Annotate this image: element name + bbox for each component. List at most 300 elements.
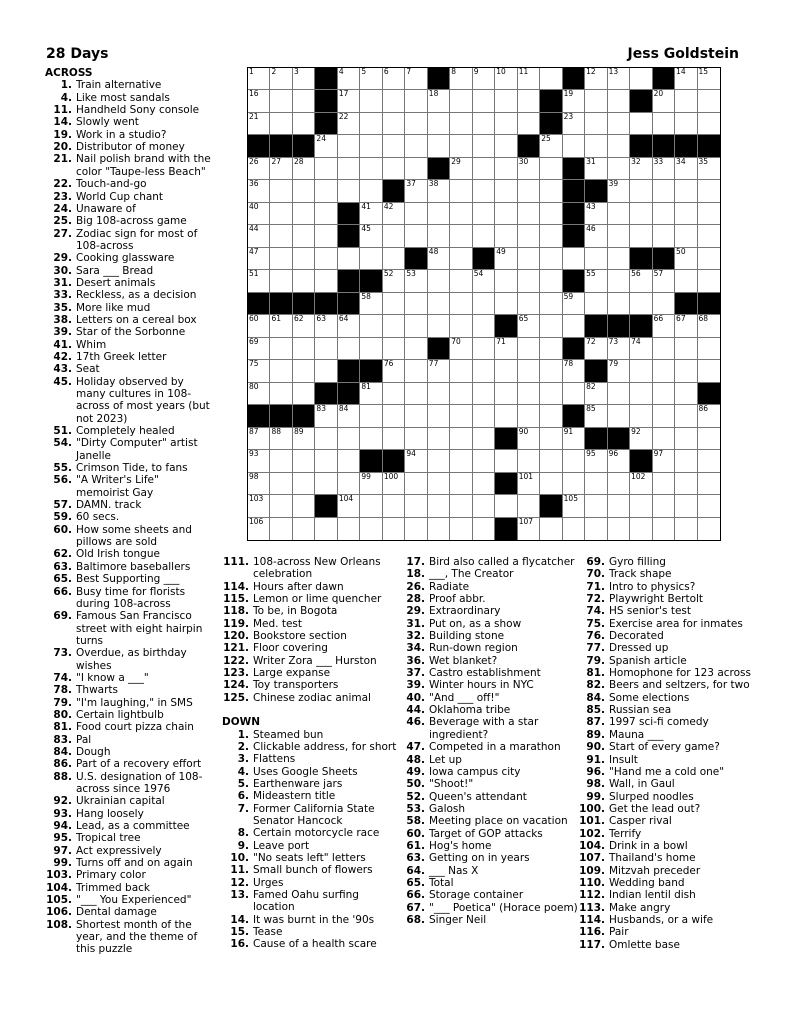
grid-cell[interactable] xyxy=(293,428,315,450)
grid-cell[interactable] xyxy=(270,315,292,337)
grid-cell[interactable] xyxy=(675,428,697,450)
grid-cell[interactable] xyxy=(518,428,540,450)
grid-cell[interactable] xyxy=(315,450,337,472)
grid-cell[interactable] xyxy=(585,158,607,180)
grid-cell[interactable] xyxy=(495,158,517,180)
grid-cell[interactable] xyxy=(630,293,652,315)
grid-cell[interactable] xyxy=(360,518,382,540)
grid-cell[interactable] xyxy=(540,135,562,157)
grid-cell[interactable] xyxy=(563,90,585,112)
grid-cell[interactable] xyxy=(360,135,382,157)
grid-cell[interactable] xyxy=(653,405,675,427)
grid-cell[interactable] xyxy=(518,90,540,112)
grid-cell[interactable] xyxy=(608,180,630,202)
grid-cell[interactable] xyxy=(338,518,360,540)
grid-cell[interactable] xyxy=(518,293,540,315)
grid-cell[interactable] xyxy=(563,135,585,157)
grid-cell[interactable] xyxy=(540,450,562,472)
grid-cell[interactable] xyxy=(473,360,495,382)
grid-cell[interactable] xyxy=(540,270,562,292)
grid-cell[interactable] xyxy=(360,203,382,225)
grid-cell[interactable] xyxy=(630,203,652,225)
grid-cell[interactable] xyxy=(293,158,315,180)
grid-cell[interactable] xyxy=(338,248,360,270)
grid-cell[interactable] xyxy=(383,248,405,270)
grid-cell[interactable] xyxy=(405,518,427,540)
grid-cell[interactable] xyxy=(653,518,675,540)
grid-cell[interactable] xyxy=(630,338,652,360)
grid-cell[interactable] xyxy=(563,293,585,315)
grid-cell[interactable] xyxy=(473,270,495,292)
grid-cell[interactable] xyxy=(675,338,697,360)
grid-cell[interactable] xyxy=(338,90,360,112)
grid-cell[interactable] xyxy=(608,405,630,427)
grid-cell[interactable] xyxy=(653,338,675,360)
grid-cell[interactable] xyxy=(270,90,292,112)
grid-cell[interactable] xyxy=(428,518,450,540)
grid-cell[interactable] xyxy=(248,248,270,270)
grid-cell[interactable] xyxy=(450,473,472,495)
grid-cell[interactable] xyxy=(540,315,562,337)
grid-cell[interactable] xyxy=(293,495,315,517)
grid-cell[interactable] xyxy=(338,428,360,450)
grid-cell[interactable] xyxy=(608,203,630,225)
grid-cell[interactable] xyxy=(540,338,562,360)
grid-cell[interactable] xyxy=(563,360,585,382)
grid-cell[interactable] xyxy=(360,383,382,405)
grid-cell[interactable] xyxy=(248,158,270,180)
grid-cell[interactable] xyxy=(450,518,472,540)
grid-cell[interactable] xyxy=(585,293,607,315)
grid-cell[interactable] xyxy=(630,405,652,427)
grid-cell[interactable] xyxy=(383,315,405,337)
grid-cell[interactable] xyxy=(653,360,675,382)
grid-cell[interactable] xyxy=(608,248,630,270)
grid-cell[interactable] xyxy=(473,383,495,405)
grid-cell[interactable] xyxy=(270,450,292,472)
grid-cell[interactable] xyxy=(338,495,360,517)
grid-cell[interactable] xyxy=(270,180,292,202)
grid-cell[interactable] xyxy=(518,518,540,540)
grid-cell[interactable] xyxy=(630,68,652,90)
grid-cell[interactable] xyxy=(630,113,652,135)
grid-cell[interactable] xyxy=(248,338,270,360)
grid-cell[interactable] xyxy=(293,203,315,225)
grid-cell[interactable] xyxy=(248,180,270,202)
grid-cell[interactable] xyxy=(630,360,652,382)
grid-cell[interactable] xyxy=(473,113,495,135)
grid-cell[interactable] xyxy=(315,405,337,427)
grid-cell[interactable] xyxy=(608,495,630,517)
grid-cell[interactable] xyxy=(653,225,675,247)
grid-cell[interactable] xyxy=(540,248,562,270)
grid-cell[interactable] xyxy=(450,180,472,202)
grid-cell[interactable] xyxy=(338,338,360,360)
grid-cell[interactable] xyxy=(315,270,337,292)
grid-cell[interactable] xyxy=(383,68,405,90)
grid-cell[interactable] xyxy=(540,405,562,427)
grid-cell[interactable] xyxy=(383,158,405,180)
grid-cell[interactable] xyxy=(495,383,517,405)
grid-cell[interactable] xyxy=(428,248,450,270)
grid-cell[interactable] xyxy=(518,225,540,247)
grid-cell[interactable] xyxy=(675,203,697,225)
grid-cell[interactable] xyxy=(675,360,697,382)
grid-cell[interactable] xyxy=(338,405,360,427)
grid-cell[interactable] xyxy=(270,338,292,360)
grid-cell[interactable] xyxy=(518,495,540,517)
grid-cell[interactable] xyxy=(383,360,405,382)
grid-cell[interactable] xyxy=(248,270,270,292)
grid-cell[interactable] xyxy=(428,473,450,495)
grid-cell[interactable] xyxy=(428,315,450,337)
grid-cell[interactable] xyxy=(518,68,540,90)
grid-cell[interactable] xyxy=(630,473,652,495)
grid-cell[interactable] xyxy=(518,450,540,472)
grid-cell[interactable] xyxy=(428,90,450,112)
grid-cell[interactable] xyxy=(698,270,720,292)
grid-cell[interactable] xyxy=(248,113,270,135)
grid-cell[interactable] xyxy=(450,203,472,225)
grid-cell[interactable] xyxy=(428,428,450,450)
grid-cell[interactable] xyxy=(675,450,697,472)
grid-cell[interactable] xyxy=(405,135,427,157)
grid-cell[interactable] xyxy=(315,338,337,360)
grid-cell[interactable] xyxy=(450,495,472,517)
grid-cell[interactable] xyxy=(630,158,652,180)
grid-cell[interactable] xyxy=(675,225,697,247)
grid-cell[interactable] xyxy=(315,518,337,540)
grid-cell[interactable] xyxy=(405,113,427,135)
grid-cell[interactable] xyxy=(608,293,630,315)
grid-cell[interactable] xyxy=(248,383,270,405)
grid-cell[interactable] xyxy=(248,203,270,225)
grid-cell[interactable] xyxy=(495,495,517,517)
grid-cell[interactable] xyxy=(338,68,360,90)
grid-cell[interactable] xyxy=(518,473,540,495)
grid-cell[interactable] xyxy=(698,405,720,427)
grid-cell[interactable] xyxy=(608,68,630,90)
grid-cell[interactable] xyxy=(315,225,337,247)
grid-cell[interactable] xyxy=(473,315,495,337)
grid-cell[interactable] xyxy=(450,158,472,180)
grid-cell[interactable] xyxy=(608,383,630,405)
grid-cell[interactable] xyxy=(428,113,450,135)
grid-cell[interactable] xyxy=(315,315,337,337)
grid-cell[interactable] xyxy=(450,113,472,135)
grid-cell[interactable] xyxy=(608,113,630,135)
grid-cell[interactable] xyxy=(675,405,697,427)
grid-cell[interactable] xyxy=(450,270,472,292)
grid-cell[interactable] xyxy=(630,383,652,405)
grid-cell[interactable] xyxy=(563,450,585,472)
grid-cell[interactable] xyxy=(405,225,427,247)
grid-cell[interactable] xyxy=(585,135,607,157)
grid-cell[interactable] xyxy=(248,90,270,112)
grid-cell[interactable] xyxy=(428,203,450,225)
grid-cell[interactable] xyxy=(630,270,652,292)
grid-cell[interactable] xyxy=(450,135,472,157)
grid-cell[interactable] xyxy=(473,158,495,180)
grid-cell[interactable] xyxy=(653,383,675,405)
grid-cell[interactable] xyxy=(248,473,270,495)
grid-cell[interactable] xyxy=(495,90,517,112)
grid-cell[interactable] xyxy=(698,450,720,472)
grid-cell[interactable] xyxy=(338,113,360,135)
grid-cell[interactable] xyxy=(495,405,517,427)
grid-cell[interactable] xyxy=(270,203,292,225)
grid-cell[interactable] xyxy=(248,428,270,450)
grid-cell[interactable] xyxy=(473,338,495,360)
grid-cell[interactable] xyxy=(383,270,405,292)
grid-cell[interactable] xyxy=(653,270,675,292)
grid-cell[interactable] xyxy=(293,180,315,202)
grid-cell[interactable] xyxy=(360,293,382,315)
grid-cell[interactable] xyxy=(495,135,517,157)
grid-cell[interactable] xyxy=(540,428,562,450)
grid-cell[interactable] xyxy=(360,315,382,337)
grid-cell[interactable] xyxy=(405,338,427,360)
grid-cell[interactable] xyxy=(698,180,720,202)
grid-cell[interactable] xyxy=(563,518,585,540)
grid-cell[interactable] xyxy=(518,113,540,135)
grid-cell[interactable] xyxy=(540,473,562,495)
grid-cell[interactable] xyxy=(698,518,720,540)
grid-cell[interactable] xyxy=(248,68,270,90)
grid-cell[interactable] xyxy=(428,225,450,247)
grid-cell[interactable] xyxy=(315,360,337,382)
grid-cell[interactable] xyxy=(585,473,607,495)
grid-cell[interactable] xyxy=(405,405,427,427)
grid-cell[interactable] xyxy=(405,68,427,90)
grid-cell[interactable] xyxy=(653,473,675,495)
grid-cell[interactable] xyxy=(563,315,585,337)
grid-cell[interactable] xyxy=(495,360,517,382)
grid-cell[interactable] xyxy=(383,405,405,427)
grid-cell[interactable] xyxy=(585,68,607,90)
grid-cell[interactable] xyxy=(518,338,540,360)
grid-cell[interactable] xyxy=(675,113,697,135)
grid-cell[interactable] xyxy=(495,225,517,247)
grid-cell[interactable] xyxy=(495,203,517,225)
grid-cell[interactable] xyxy=(675,473,697,495)
grid-cell[interactable] xyxy=(495,180,517,202)
grid-cell[interactable] xyxy=(405,270,427,292)
grid-cell[interactable] xyxy=(675,158,697,180)
grid-cell[interactable] xyxy=(428,270,450,292)
grid-cell[interactable] xyxy=(653,158,675,180)
grid-cell[interactable] xyxy=(383,338,405,360)
grid-cell[interactable] xyxy=(360,473,382,495)
grid-cell[interactable] xyxy=(540,158,562,180)
grid-cell[interactable] xyxy=(450,90,472,112)
grid-cell[interactable] xyxy=(518,360,540,382)
grid-cell[interactable] xyxy=(405,90,427,112)
grid-cell[interactable] xyxy=(608,270,630,292)
grid-cell[interactable] xyxy=(585,383,607,405)
grid-cell[interactable] xyxy=(473,473,495,495)
grid-cell[interactable] xyxy=(293,450,315,472)
grid-cell[interactable] xyxy=(608,360,630,382)
grid-cell[interactable] xyxy=(405,450,427,472)
grid-cell[interactable] xyxy=(270,225,292,247)
grid-cell[interactable] xyxy=(495,68,517,90)
grid-cell[interactable] xyxy=(360,428,382,450)
grid-cell[interactable] xyxy=(540,383,562,405)
grid-cell[interactable] xyxy=(360,113,382,135)
grid-cell[interactable] xyxy=(360,405,382,427)
grid-cell[interactable] xyxy=(338,180,360,202)
grid-cell[interactable] xyxy=(653,450,675,472)
grid-cell[interactable] xyxy=(315,428,337,450)
grid-cell[interactable] xyxy=(293,225,315,247)
grid-cell[interactable] xyxy=(495,338,517,360)
grid-cell[interactable] xyxy=(653,428,675,450)
grid-cell[interactable] xyxy=(360,68,382,90)
grid-cell[interactable] xyxy=(428,405,450,427)
grid-cell[interactable] xyxy=(293,315,315,337)
grid-cell[interactable] xyxy=(608,90,630,112)
grid-cell[interactable] xyxy=(383,518,405,540)
grid-cell[interactable] xyxy=(405,360,427,382)
grid-cell[interactable] xyxy=(293,248,315,270)
grid-cell[interactable] xyxy=(405,473,427,495)
grid-cell[interactable] xyxy=(675,270,697,292)
grid-cell[interactable] xyxy=(653,180,675,202)
grid-cell[interactable] xyxy=(585,518,607,540)
grid-cell[interactable] xyxy=(360,495,382,517)
grid-cell[interactable] xyxy=(450,293,472,315)
grid-cell[interactable] xyxy=(383,203,405,225)
grid-cell[interactable] xyxy=(270,113,292,135)
grid-cell[interactable] xyxy=(608,225,630,247)
grid-cell[interactable] xyxy=(473,180,495,202)
grid-cell[interactable] xyxy=(698,428,720,450)
grid-cell[interactable] xyxy=(450,338,472,360)
grid-cell[interactable] xyxy=(675,248,697,270)
grid-cell[interactable] xyxy=(585,248,607,270)
grid-cell[interactable] xyxy=(248,360,270,382)
grid-cell[interactable] xyxy=(698,158,720,180)
grid-cell[interactable] xyxy=(315,473,337,495)
grid-cell[interactable] xyxy=(338,450,360,472)
grid-cell[interactable] xyxy=(653,113,675,135)
grid-cell[interactable] xyxy=(315,180,337,202)
grid-cell[interactable] xyxy=(698,203,720,225)
grid-cell[interactable] xyxy=(540,360,562,382)
grid-cell[interactable] xyxy=(293,270,315,292)
grid-cell[interactable] xyxy=(518,180,540,202)
grid-cell[interactable] xyxy=(585,203,607,225)
grid-cell[interactable] xyxy=(675,180,697,202)
grid-cell[interactable] xyxy=(675,315,697,337)
grid-cell[interactable] xyxy=(383,428,405,450)
grid-cell[interactable] xyxy=(495,248,517,270)
grid-cell[interactable] xyxy=(653,495,675,517)
grid-cell[interactable] xyxy=(495,113,517,135)
grid-cell[interactable] xyxy=(270,473,292,495)
grid-cell[interactable] xyxy=(270,158,292,180)
grid-cell[interactable] xyxy=(608,518,630,540)
grid-cell[interactable] xyxy=(630,518,652,540)
grid-cell[interactable] xyxy=(608,450,630,472)
grid-cell[interactable] xyxy=(473,90,495,112)
grid-cell[interactable] xyxy=(405,383,427,405)
grid-cell[interactable] xyxy=(293,383,315,405)
grid-cell[interactable] xyxy=(473,293,495,315)
grid-cell[interactable] xyxy=(630,225,652,247)
grid-cell[interactable] xyxy=(518,248,540,270)
grid-cell[interactable] xyxy=(428,495,450,517)
grid-cell[interactable] xyxy=(338,135,360,157)
grid-cell[interactable] xyxy=(248,315,270,337)
grid-cell[interactable] xyxy=(450,248,472,270)
grid-cell[interactable] xyxy=(585,338,607,360)
grid-cell[interactable] xyxy=(563,383,585,405)
grid-cell[interactable] xyxy=(563,113,585,135)
grid-cell[interactable] xyxy=(450,428,472,450)
grid-cell[interactable] xyxy=(608,338,630,360)
grid-cell[interactable] xyxy=(675,518,697,540)
grid-cell[interactable] xyxy=(698,68,720,90)
grid-cell[interactable] xyxy=(585,270,607,292)
grid-cell[interactable] xyxy=(383,135,405,157)
grid-cell[interactable] xyxy=(473,428,495,450)
grid-cell[interactable] xyxy=(405,203,427,225)
grid-cell[interactable] xyxy=(675,495,697,517)
grid-cell[interactable] xyxy=(495,293,517,315)
grid-cell[interactable] xyxy=(270,68,292,90)
grid-cell[interactable] xyxy=(383,90,405,112)
grid-cell[interactable] xyxy=(698,113,720,135)
grid-cell[interactable] xyxy=(293,360,315,382)
grid-cell[interactable] xyxy=(585,225,607,247)
grid-cell[interactable] xyxy=(428,293,450,315)
grid-cell[interactable] xyxy=(585,450,607,472)
grid-cell[interactable] xyxy=(608,135,630,157)
grid-cell[interactable] xyxy=(428,360,450,382)
grid-cell[interactable] xyxy=(360,225,382,247)
grid-cell[interactable] xyxy=(405,428,427,450)
grid-cell[interactable] xyxy=(428,135,450,157)
grid-cell[interactable] xyxy=(675,383,697,405)
grid-cell[interactable] xyxy=(270,495,292,517)
grid-cell[interactable] xyxy=(293,473,315,495)
grid-cell[interactable] xyxy=(405,180,427,202)
grid-cell[interactable] xyxy=(585,495,607,517)
grid-cell[interactable] xyxy=(248,225,270,247)
grid-cell[interactable] xyxy=(540,203,562,225)
grid-cell[interactable] xyxy=(270,248,292,270)
grid-cell[interactable] xyxy=(473,518,495,540)
grid-cell[interactable] xyxy=(293,518,315,540)
grid-cell[interactable] xyxy=(495,450,517,472)
grid-cell[interactable] xyxy=(540,293,562,315)
grid-cell[interactable] xyxy=(428,450,450,472)
grid-cell[interactable] xyxy=(428,180,450,202)
grid-cell[interactable] xyxy=(563,473,585,495)
grid-cell[interactable] xyxy=(473,405,495,427)
grid-cell[interactable] xyxy=(360,90,382,112)
grid-cell[interactable] xyxy=(450,225,472,247)
grid-cell[interactable] xyxy=(338,473,360,495)
grid-cell[interactable] xyxy=(540,518,562,540)
grid-cell[interactable] xyxy=(248,450,270,472)
grid-cell[interactable] xyxy=(293,113,315,135)
grid-cell[interactable] xyxy=(338,315,360,337)
grid-cell[interactable] xyxy=(270,270,292,292)
grid-cell[interactable] xyxy=(630,495,652,517)
